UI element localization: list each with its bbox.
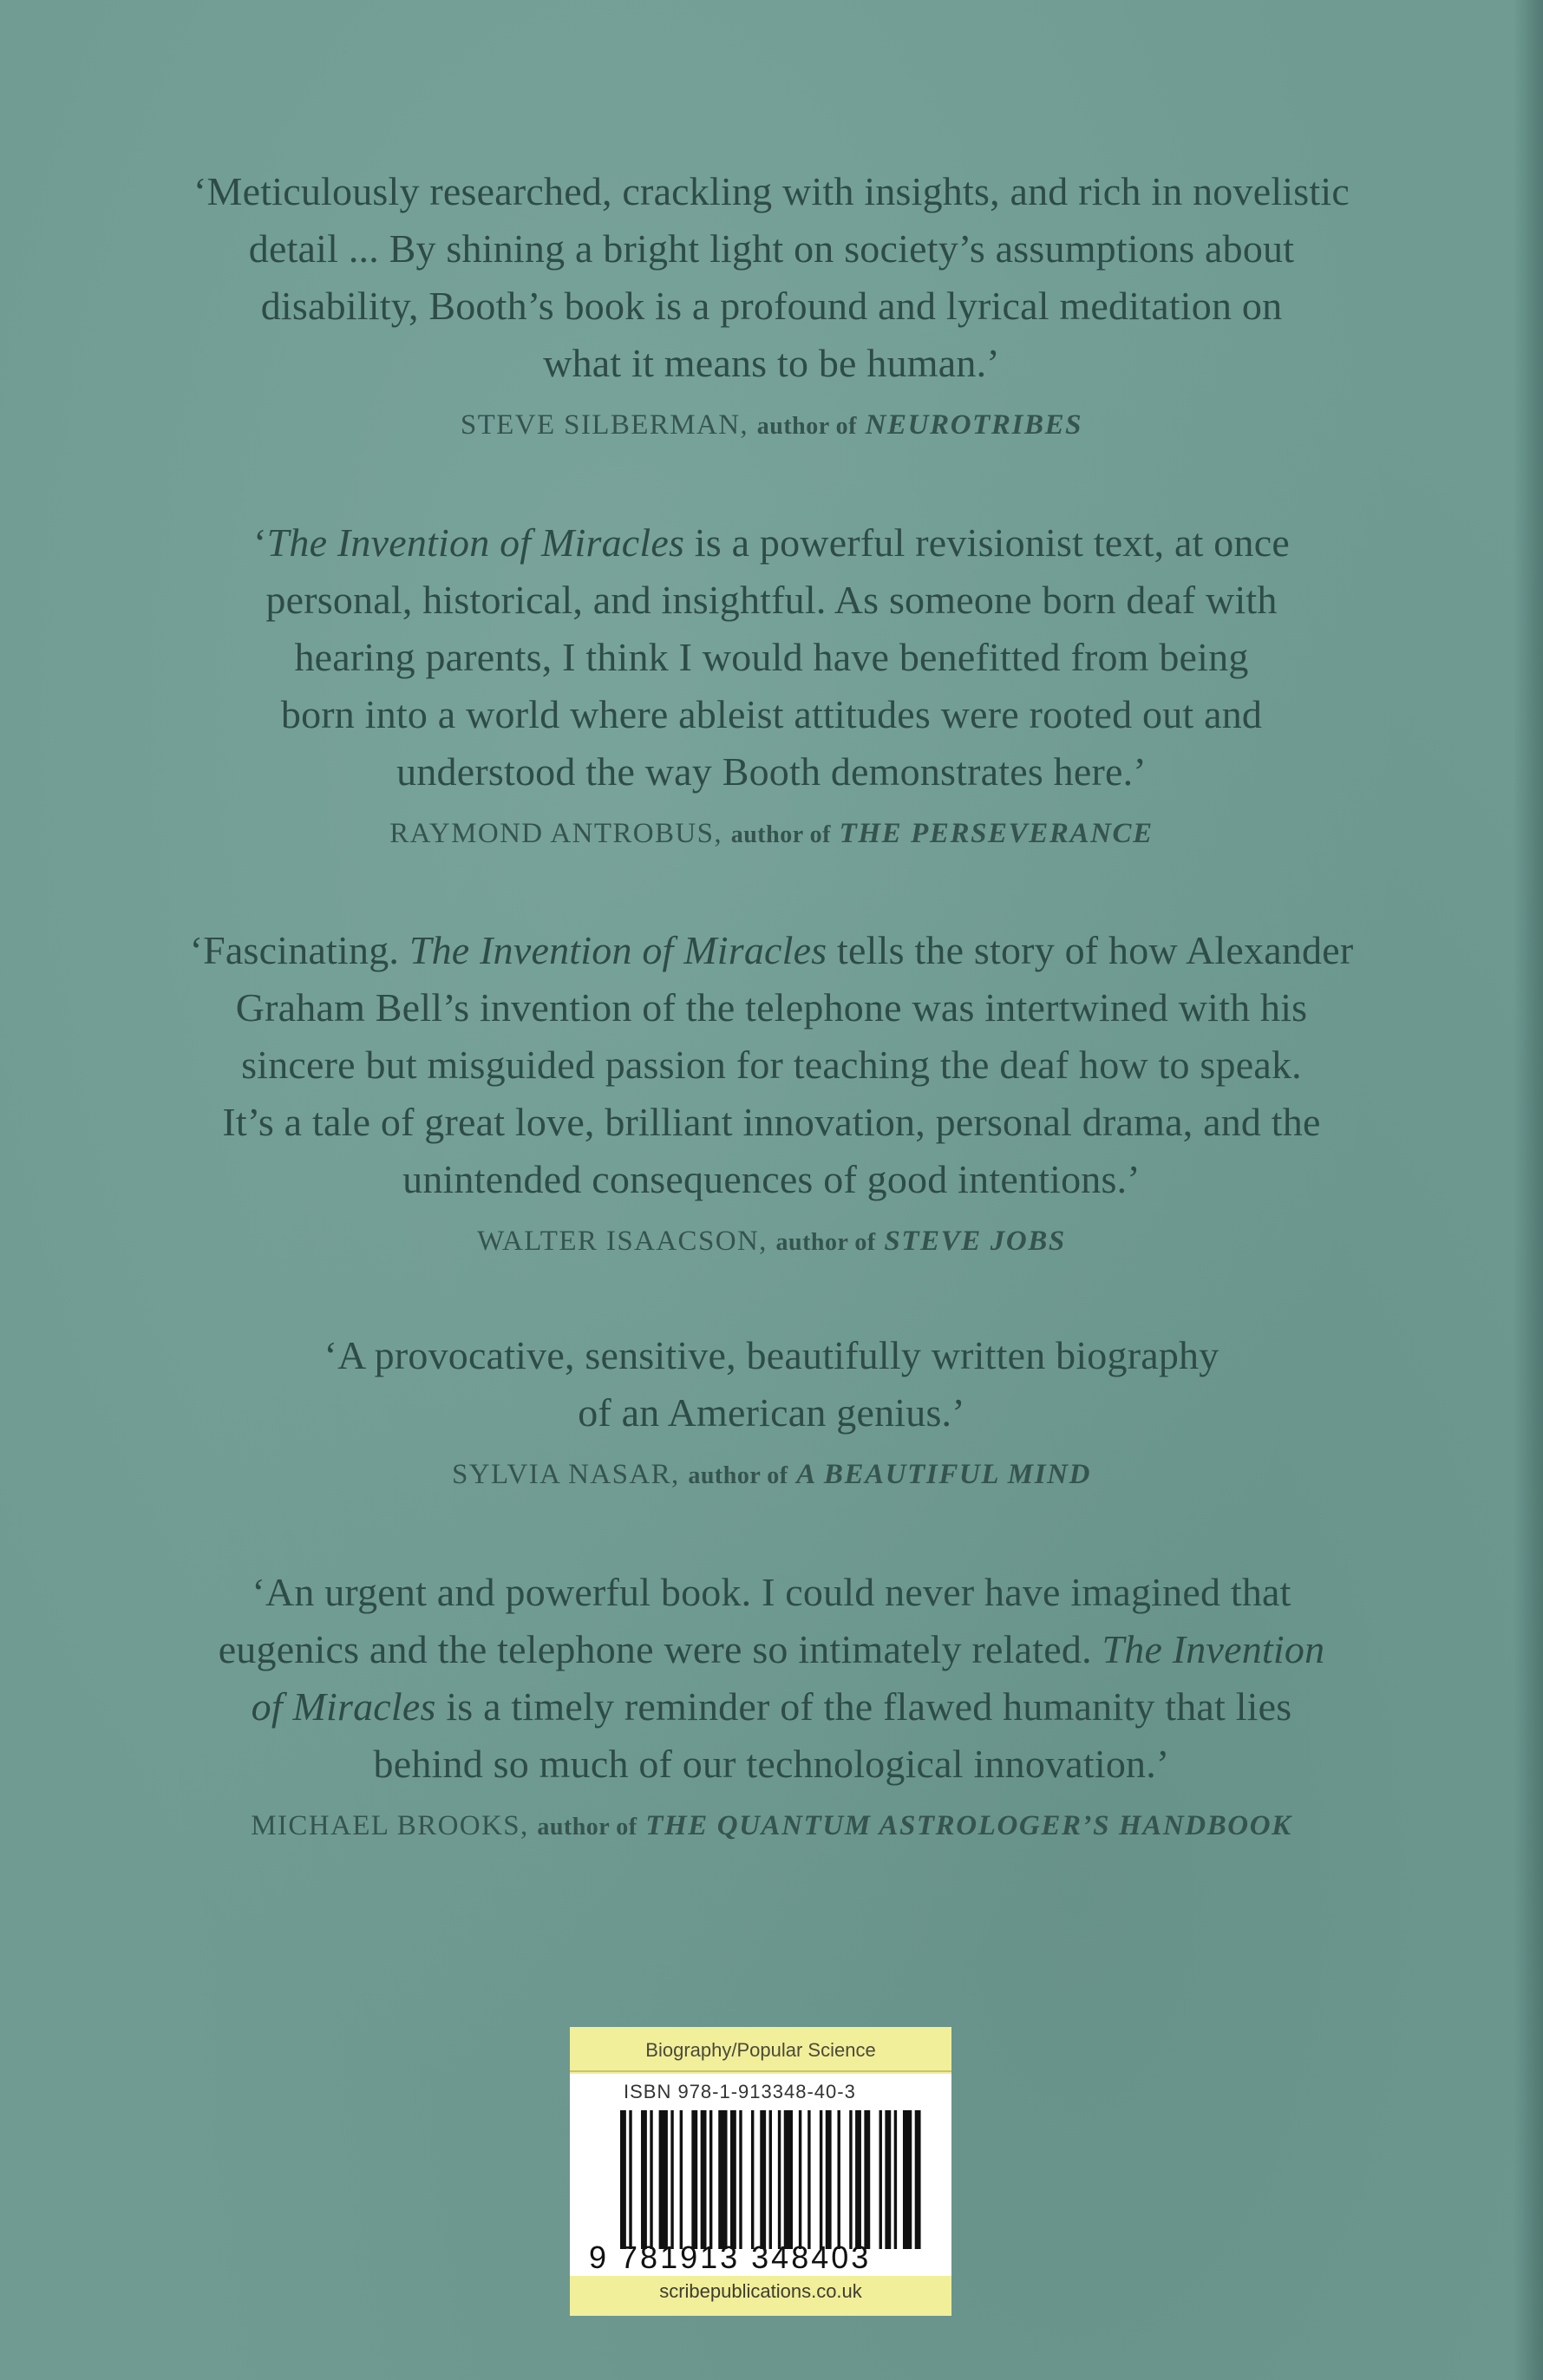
blurb-attribution <box>0 1455 1543 1495</box>
attribution-author-of: author of <box>688 1462 788 1489</box>
attribution-author-of: author of <box>756 413 857 440</box>
attribution-author-of: author of <box>537 1814 637 1841</box>
blurb-attribution <box>0 814 1543 854</box>
barcode-bar <box>915 2110 921 2249</box>
blurb-attribution <box>0 406 1543 446</box>
barcode-category: Biography/Popular Science <box>570 2039 951 2072</box>
barcode-bar <box>709 2110 712 2249</box>
barcode-bar <box>691 2110 697 2249</box>
quote-line: born into a world where ableist attitudes were rooted out and <box>280 692 1263 736</box>
barcode-bar <box>641 2110 647 2249</box>
attribution-name: STEVE SILBERMAN, <box>460 409 749 441</box>
quote-line: of an American genius.’ <box>578 1390 965 1435</box>
barcode-bar <box>778 2110 781 2249</box>
barcode-bar <box>894 2110 897 2249</box>
quote-line: of Miracles is a timely reminder of the flawed humanity that lies <box>251 1684 1292 1729</box>
attribution-name: RAYMOND ANTROBUS, <box>389 818 723 849</box>
quote-line: ‘Fascinating. The Invention of Miracles tells the story of how Alexander <box>189 928 1354 972</box>
barcode-bar <box>807 2110 810 2249</box>
barcode-bar <box>784 2110 793 2249</box>
quote-line: hearing parents, I think I would have benefitted from being <box>294 635 1249 679</box>
blurb-antrobus <box>0 514 1543 854</box>
barcode-bar <box>620 2110 626 2249</box>
attribution-name: SYLVIA NASAR, <box>451 1459 680 1490</box>
blurb-attribution <box>0 1807 1543 1847</box>
barcode-bar <box>826 2110 832 2249</box>
quote-line: ‘An urgent and powerful book. I could never have imagined that <box>252 1570 1291 1614</box>
barcode-bar <box>820 2110 822 2249</box>
quote-line: personal, historical, and insightful. As someone born deaf with <box>265 578 1278 622</box>
attribution-name: WALTER ISAACSON, <box>477 1226 768 1257</box>
barcode-bar <box>659 2110 668 2249</box>
attribution-name: MICHAEL BROOKS, <box>251 1810 529 1841</box>
barcode-bar <box>837 2110 840 2249</box>
blurb-quote <box>0 1564 1543 1793</box>
quote-line: unintended consequences of good intentions.’ <box>402 1157 1141 1201</box>
attribution-book: THE QUANTUM ASTROLOGER’S HANDBOOK <box>645 1810 1292 1841</box>
blurb-quote <box>0 922 1543 1208</box>
quote-line: sincere but misguided passion for teaching the deaf how to speak. <box>241 1043 1302 1087</box>
quote-line: eugenics and the telephone were so intimately related. The Invention <box>218 1627 1325 1671</box>
barcode-bar <box>855 2110 861 2249</box>
barcode-label <box>570 2027 951 2316</box>
attribution-author-of: author of <box>775 1229 876 1256</box>
blurb-attribution <box>0 1222 1543 1262</box>
quote-line: ‘Meticulously researched, crackling with insights, and rich in novelistic <box>193 169 1350 213</box>
barcode-bar <box>864 2110 870 2249</box>
barcode-bar <box>650 2110 652 2249</box>
barcode-bar <box>680 2110 683 2249</box>
quote-line: understood the way Booth demonstrates here.’ <box>396 749 1147 794</box>
quote-line: detail ... By shining a bright light on society’s assumptions about <box>248 226 1295 271</box>
attribution-book: THE PERSEVERANCE <box>839 818 1154 849</box>
barcode-bar <box>730 2110 736 2249</box>
quote-line: behind so much of our technological innovation.’ <box>373 1742 1170 1786</box>
quote-line: Graham Bell’s invention of the telephone was intertwined with his <box>235 985 1308 1030</box>
blurb-brooks <box>0 1564 1543 1847</box>
barcode-bar <box>849 2110 852 2249</box>
blurb-quote <box>0 1327 1543 1442</box>
isbn-text: ISBN 978-1-913348-40-3 <box>624 2081 856 2102</box>
quote-line: It’s a tale of great love, brilliant innovation, personal drama, and the <box>222 1100 1321 1144</box>
publisher-url: scribepublications.co.uk <box>659 2280 862 2302</box>
attribution-author-of: author of <box>730 821 831 848</box>
barcode-bar <box>629 2110 631 2249</box>
blurb-isaacson <box>0 922 1543 1262</box>
blurb-quote <box>0 514 1543 801</box>
blurb-quote <box>0 163 1543 392</box>
attribution-book: NEUROTRIBES <box>865 409 1083 441</box>
blurb-nasar <box>0 1327 1543 1495</box>
barcode-bar <box>885 2110 891 2249</box>
attribution-book: A BEAUTIFUL MIND <box>796 1459 1091 1490</box>
barcode-bar <box>903 2110 912 2249</box>
barcode-bars <box>620 2110 924 2249</box>
barcode-bar <box>760 2110 766 2249</box>
barcode-bar <box>701 2110 707 2249</box>
barcode-bar <box>799 2110 801 2249</box>
barcode-bar <box>879 2110 882 2249</box>
blurb-silberman <box>0 163 1543 446</box>
barcode-bar <box>718 2110 727 2249</box>
attribution-book: STEVE JOBS <box>884 1226 1066 1257</box>
quote-line: what it means to be human.’ <box>543 341 1000 385</box>
quote-line: disability, Booth’s book is a profound and lyrical meditation on <box>260 284 1283 328</box>
barcode-digits: 9 781913 348403 <box>589 2239 872 2275</box>
barcode-bar <box>739 2110 742 2249</box>
barcode-bar <box>751 2110 754 2249</box>
quote-line: ‘The Invention of Miracles is a powerful revisionist text, at once <box>253 520 1290 565</box>
barcode-bar <box>769 2110 772 2249</box>
quote-line: ‘A provocative, sensitive, beautifully written biography <box>324 1333 1219 1377</box>
barcode-bar <box>670 2110 673 2249</box>
